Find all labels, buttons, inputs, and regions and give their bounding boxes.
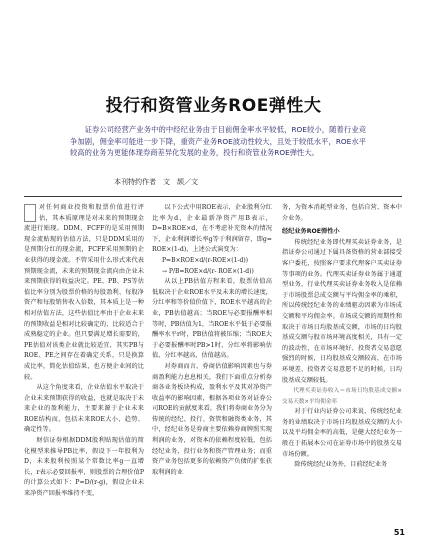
text-column-1	[24, 203, 144, 533]
paragraph: 以下公式中用ROE表示，企业股利分红比率为d，企业最新净资产用B表示，D=B×ROE×d，在不考虑补充资本的情况下，企业利润增长率g等于利润留存，即g= ROE×(1-d)，上述公式演变为：	[152, 204, 272, 254]
article-abstract: 证券公司经营产业务中的中经纪业务由于目前佣金率水平较低，ROE较小，随着行业竞争加剧，佣金率可能进一步下降，重资产业务ROE波动性较大，且处于较低水平，ROE水平较高的业务为更能体现券商差异化发展的业务，投行和资管业务ROE弹性大。	[70, 125, 366, 158]
page-number: 51	[393, 528, 405, 537]
formula-1: P=B×ROE×d/(r-ROE×(1-d))	[162, 256, 248, 264]
text-column-2	[152, 203, 272, 533]
text-column-3	[282, 203, 402, 533]
section-heading: 经纪业务ROE弹性小	[282, 228, 340, 236]
formula-2: → P/B=ROE×d/(r- ROE×(1-d))	[162, 267, 254, 275]
dropcap-box	[24, 204, 36, 222]
paragraph: 从以上PB估值方程来看，股票估值高低取决于企业ROE水平及未来的增长速度，分红率和等价值价值下，ROE水平越高的企业，PB估值越高；当ROE与必要报酬率相等时，PB估值为1，当ROE水平低于必要报酬率水平r时，PB估值将被压缩；当ROE大于必要报酬率时PB>1时，分红率将影响估值，分红率越高，估值越高。	[152, 278, 272, 360]
paragraph: 传统经纪业务即代理买卖证券业务，是指证券公司通过下属具备资格的营业部接受客户委托，按照客户要求代理客户买卖证券等事项的业务。代理买卖证券业务属于通道型业务，行业代理买卖证券业务收入是依赖于市场股票总成交额与平均佣金率的乘积，所以传统经纪业务的业绩驱动因素为市场成交额和平均佣金率。市场成交额的周期性和取决于市场日均股基成交额，市场的日均股基成交额与股市场环境高度相关，具有一定的波动性，在市场环境好、投资者交易意愿强烈的时候，日均股基成交额较高，在市场环境差、投资者交易意愿不足的时候，日均股基成交额较低。	[282, 238, 402, 384]
paragraph	[24, 203, 144, 383]
paragraph: 对于行业内证券公司来说，传统经纪业务的业绩取决于市场日均股基成交额的大小以及平均佣金率的高低，是健大经纪业务一般在于拓展本公司在证券市场中的股基交易市场份额。	[282, 408, 402, 458]
formula-caption: 代理买卖证券收入＝市场日均股基成交额×交易天数×平均佣金率	[282, 388, 402, 405]
article-title: 投行和资管业务ROE弹性大	[105, 96, 322, 116]
paragraph-text: 对任何商业投资和股票价值进行评估，其本质原理是对未来的预期现金流进行贴现。DDM、FCFF的是采用预期现金流贴现的估值方法，只是DDM采用的是预期分红的现金流，FCFF采用预期的企业获得的现金流。不管采用什么形式来代表预期现金流，未来的预期现金流向由企业未来预期获得的收益决定。PE、PB、PS等估值比率分别为股票价格的每股盈利、每股净资产和每股销售收入倍数，其本质上是一种相对估值方法，这些估值比率由于企业未来的预期收益是相对比较确定的，比较适合于成熟稳定的企业。但只要满足增长需要的，PE估值对该类企业就比较适宜，其实PB与ROE、PE之间存在着确定关系，只是换算成比率，简化估值结果，也方便企业间的比较。	[24, 204, 144, 381]
paragraph: 除传统经纪业务外，目前经纪业务	[294, 461, 388, 469]
paragraph: 务，为资本消耗型业务，包括自营、资本中介业务。	[282, 204, 402, 222]
paragraph: 从这个角度来看，企业估值水平取决于企业未来预期获得的收益，也就是取决于未来企业的盈利能力，主要来源于企业未来ROE结构而，包括未来ROE大小、趋势、确定性等。	[24, 384, 144, 434]
author-byline: 本刊特约作者 文 颉／文	[114, 178, 198, 186]
divider-rule	[24, 196, 402, 197]
paragraph: 对券商而言，券商估值影响因素也与券商盈利能力息息相关，我们下面重点分析券商各业务板块构成，盈利水平及其对净资产收益率的影响因素，根据各项业务对证券公司ROE的贡献度来看，我们将券商业务分为传统的经纪、投行、资管和融资类业务，其中，经纪业务是券商主要依赖券商牌照实现利润的业务，对资本的依赖程度较低，包括经纪业务，投行业务和资产管理业务；而重资产业务包括更多的依赖资产负债的扩张获取利润的业	[152, 362, 272, 476]
paragraph: 财信证券根据DDM股利贴现估值的简化模型来推导PB比率，假设下一年股利为D，未来股利按照某个常数比率g一直增长，r表示必要回报率，则股票的合理价值P的计算公式如下：P=D/(r-g)，假设企业未来净资产回报率维持不变，	[24, 437, 144, 498]
